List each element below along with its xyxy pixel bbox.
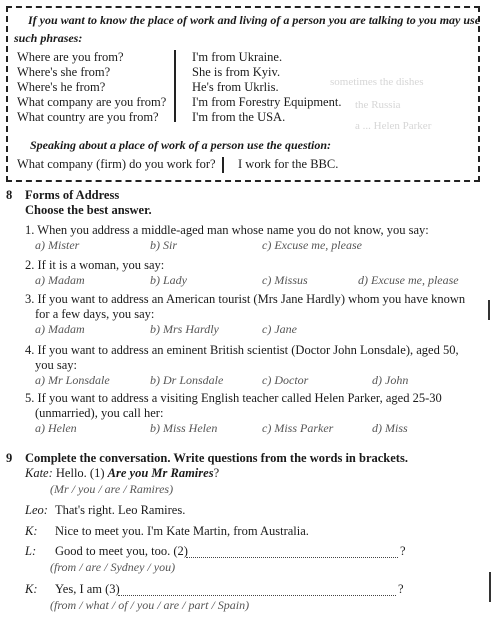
q5-option: b) Miss Helen [150, 421, 218, 435]
exercise-9-number: 9 [6, 451, 13, 465]
phrase-right: I'm from Forestry Equipment. [192, 95, 342, 109]
dialogue-line-1 [25, 466, 219, 481]
phrases-divider [174, 50, 176, 122]
phrase-left: What country are you from? [17, 110, 159, 124]
exercise-8-title: Forms of Address [25, 188, 120, 202]
q5-option: c) Miss Parker [262, 421, 334, 435]
q1-option: b) Sir [150, 238, 177, 252]
answer-example: Are you Mr Ramires [107, 466, 214, 480]
q2-option: b) Lady [150, 273, 187, 287]
speaker-k: K: [25, 524, 38, 538]
q3-line1: 3. If you want to address an American tourist (Mrs Jane Hardly) whom you have known [25, 292, 466, 306]
phrase-left: Where's she from? [17, 65, 111, 79]
speaker-l: L: [25, 544, 37, 558]
exercise-8-instruction: Choose the best answer. [25, 203, 152, 217]
line-text: Yes, I am (3) [55, 582, 120, 596]
q3-option: a) Madam [35, 322, 85, 336]
q4-option: b) Dr Lonsdale [150, 373, 224, 387]
q3-option: c) Jane [262, 322, 297, 336]
box-intro-line1: If you want to know the place of work and living of a person you are talking to you may use [28, 13, 481, 27]
hint-1: (Mr / you / are / Ramires) [50, 482, 174, 496]
ghost-text: the Russia [355, 99, 401, 111]
exercise-9-title: Complete the conversation. Write questions from the words in brackets. [25, 451, 408, 465]
q1-option: c) Excuse me, please [262, 238, 362, 252]
q2-option: a) Madam [35, 273, 85, 287]
speaking-line: Speaking about a place of work of a person use the question: [30, 138, 332, 152]
page-edge-mark [488, 300, 490, 320]
phrase-left: Where's he from? [17, 80, 106, 94]
ghost-text: a ... Helen Parker [355, 120, 432, 132]
question-text: What company (firm) do you work for? [17, 157, 216, 171]
q2-option: c) Missus [262, 273, 308, 287]
phrase-right: He's from Ukrlis. [192, 80, 279, 94]
line-text: Good to meet you, too. (2) [55, 544, 188, 558]
q5-line1: 5. If you want to address a visiting English teacher called Helen Parker, aged 25-30 [25, 391, 442, 405]
ghost-text: sometimes the dishes [330, 76, 424, 88]
line-end: ? [213, 466, 220, 480]
q2-option: d) Excuse me, please [358, 273, 459, 287]
speaker-k: K: [25, 582, 38, 596]
q3-option: b) Mrs Hardly [150, 322, 219, 336]
box-intro-line2: such phrases: [14, 31, 83, 45]
page-edge-mark [489, 572, 491, 602]
answer-separator [222, 157, 224, 173]
q4-line1: 4. If you want to address an eminent British scientist (Doctor John Lonsdale), aged 50, [25, 343, 459, 357]
q5-option: a) Helen [35, 421, 77, 435]
hint-2: (from / are / Sydney / you) [50, 560, 176, 574]
line-end: ? [398, 582, 404, 596]
q4-option: c) Doctor [262, 373, 309, 387]
left-phrases [17, 50, 166, 125]
answer-blank-2[interactable] [186, 544, 398, 558]
q3-line2: for a few days, you say: [35, 307, 155, 321]
phrase-left: What company are you from? [17, 95, 167, 109]
q1-text: 1. When you address a middle-aged man whose name you do not know, you say: [25, 223, 429, 237]
q2-text: 2. If it is a woman, you say: [25, 258, 165, 272]
phrase-left: Where are you from? [17, 50, 124, 64]
line-end: ? [400, 544, 406, 558]
q5-option: d) Miss [372, 421, 408, 435]
line-text: Nice to meet you. I'm Kate Martin, from Australia. [55, 524, 309, 538]
q4-line2: you say: [35, 358, 78, 372]
phrase-right: I'm from Ukraine. [192, 50, 283, 64]
line-text: That's right. Leo Ramires. [55, 503, 186, 517]
phrase-right: I'm from the USA. [192, 110, 286, 124]
phrase-right: She is from Kyiv. [192, 65, 281, 79]
answer-blank-3[interactable] [118, 582, 396, 596]
q4-option: a) Mr Lonsdale [35, 373, 110, 387]
speaker-leo: Leo: [25, 503, 48, 517]
right-phrases [192, 50, 341, 125]
q1-option: a) Mister [35, 238, 80, 252]
q4-option: d) John [372, 373, 409, 387]
q5-line2: (unmarried), you call her: [35, 406, 164, 420]
line-text: Hello. (1) [55, 466, 108, 480]
answer-text: I work for the BBC. [238, 157, 339, 171]
speaker: Kate: [25, 466, 53, 480]
hint-3: (from / what / of / you / are / part / Spain) [50, 598, 250, 612]
exercise-8-number: 8 [6, 188, 13, 202]
